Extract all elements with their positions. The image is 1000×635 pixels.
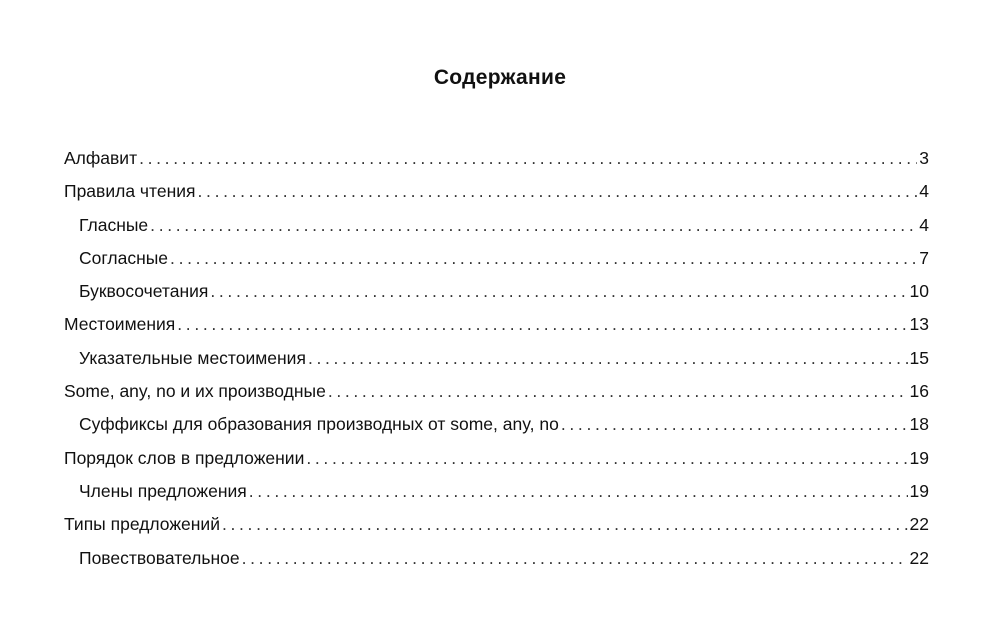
dot-leader (139, 142, 917, 175)
dot-leader (328, 375, 908, 408)
dot-leader (150, 209, 917, 242)
toc-entry-page: 19 (909, 447, 929, 468)
toc-entry-sentence-types[interactable] (64, 508, 929, 541)
toc-entry-page: 16 (909, 381, 929, 402)
toc-entry-label: Гласные (79, 214, 149, 235)
toc-entry-label: Типы предложений (64, 514, 220, 535)
dot-leader (210, 275, 907, 308)
toc-entry-consonants[interactable] (64, 242, 929, 275)
toc-entry-pronouns[interactable] (64, 308, 929, 341)
dot-leader (308, 342, 908, 375)
toc-entry-label: Алфавит (64, 148, 138, 168)
dot-leader (242, 542, 908, 575)
dot-leader (306, 442, 907, 475)
toc-entry-label: Порядок слов в предложении (64, 447, 305, 468)
toc-entry-page: 19 (909, 480, 929, 501)
page-title: Содержание (433, 66, 567, 89)
toc-entry-vowels[interactable] (64, 209, 929, 242)
toc-entry-sentence-members[interactable] (64, 475, 929, 508)
table-of-contents (64, 142, 929, 575)
toc-entry-label: Суффиксы для образования производных от some, any, no (79, 414, 559, 435)
toc-entry-letter-combinations[interactable] (64, 275, 929, 308)
toc-entry-suffixes[interactable] (64, 408, 929, 441)
dot-leader (177, 308, 907, 341)
toc-entry-page: 22 (909, 547, 929, 568)
dot-leader (561, 408, 908, 441)
toc-entry-page: 18 (909, 414, 929, 435)
dot-leader (198, 175, 918, 208)
toc-entry-page: 4 (919, 181, 929, 202)
toc-entry-label: Правила чтения (64, 181, 196, 202)
toc-entry-page: 22 (909, 514, 929, 535)
toc-entry-label: Some, any, no и их производные (64, 381, 326, 402)
toc-entry-page: 3 (919, 148, 929, 168)
toc-entry-label: Согласные (79, 247, 169, 268)
toc-entry-page: 10 (909, 281, 929, 302)
dot-leader (170, 242, 917, 275)
toc-entry-label: Указательные местоимения (79, 347, 306, 368)
toc-entry-label: Буквосочетания (79, 281, 209, 302)
toc-entry-label: Местоимения (64, 314, 176, 335)
toc-entry-page: 7 (919, 247, 929, 268)
dot-leader (222, 508, 908, 541)
dot-leader (249, 475, 908, 508)
toc-entry-word-order[interactable] (64, 442, 929, 475)
toc-entry-page: 13 (909, 314, 929, 335)
toc-entry-demonstrative-pronouns[interactable] (64, 342, 929, 375)
toc-entry-alphabet[interactable] (64, 142, 929, 175)
toc-entry-page: 4 (919, 214, 929, 235)
toc-entry-declarative[interactable] (64, 542, 929, 575)
toc-entry-some-any-no[interactable] (64, 375, 929, 408)
toc-entry-label: Повествовательное (79, 547, 240, 568)
toc-entry-label: Члены предложения (79, 480, 247, 501)
toc-entry-page: 15 (909, 347, 929, 368)
toc-entry-reading-rules[interactable] (64, 175, 929, 208)
